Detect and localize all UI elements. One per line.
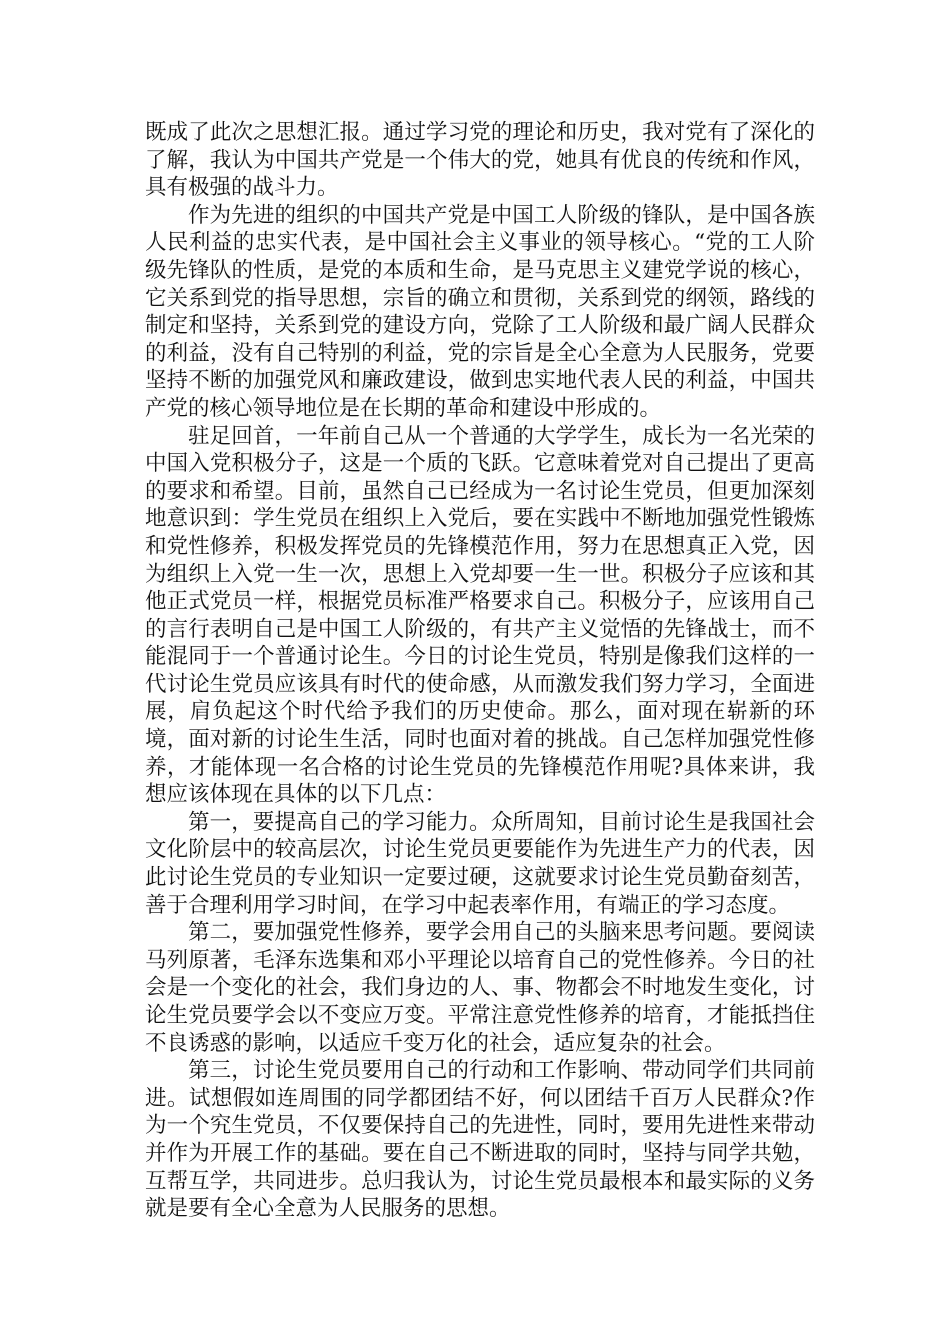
paragraph-5: 第二，要加强党性修养，要学会用自己的头脑来思考问题。要阅读马列原著，毛泽东选集和邓小平理论以培育自己的党性修养。今日的社会是一个变化的社会，我们身边的人、事、物都会不时地发生变化，讨论生党员要学会以不变应万变。平常注意党性修养的培育，才能抵挡住不良诱惑的影响，以适应千变万化的社会，适应复杂的社会。	[145, 920, 815, 1056]
document-body	[145, 119, 815, 1223]
paragraph-3: 驻足回首，一年前自己从一个普通的大学学生，成长为一名光荣的中国入党积极分子，这是一个质的飞跃。它意味着党对自己提出了更高的要求和希望。目前，虽然自己已经成为一名讨论生党员，但更加深刻地意识到：学生党员在组织上入党后，要在实践中不断地加强党性锻炼和党性修养，积极发挥党员的先锋模范作用，努力在思想真正入党，因为组织上入党一生一次，思想上入党却要一生一世。积极分子应该和其他正式党员一样，根据党员标准严格要求自己。积极分子，应该用自己的言行表明自己是中国工人阶级的，有共产主义觉悟的先锋战士，而不能混同于一个普通讨论生。今日的讨论生党员，特别是像我们这样的一代讨论生党员应该具有时代的使命感，从而激发我们努力学习，全面进展，肩负起这个时代给予我们的历史使命。那么，面对现在崭新的环境，面对新的讨论生生活，同时也面对着的挑战。自己怎样加强党性修养，才能体现一名合格的讨论生党员的先锋模范作用呢?具体来讲，我想应该体现在具体的以下几点：	[145, 423, 815, 808]
paragraph-1: 既成了此次之思想汇报。通过学习党的理论和历史，我对党有了深化的了解，我认为中国共产党是一个伟大的党，她具有优良的传统和作风，具有极强的战斗力。	[145, 120, 815, 201]
paragraph-6: 第三，讨论生党员要用自己的行动和工作影响、带动同学们共同前进。试想假如连周围的同学都团结不好，何以团结千百万人民群众?作为一个究生党员，不仅要保持自己的先进性，同时，要用先进性来带动并作为开展工作的基础。要在自己不断进取的同时，坚持与同学共勉，互帮互学，共同进步。总归我认为，讨论生党员最根本和最实际的义务就是要有全心全意为人民服务的思想。	[145, 1058, 815, 1222]
paragraph-4: 第一，要提高自己的学习能力。众所周知，目前讨论生是我国社会文化阶层中的较高层次，讨论生党员更要能作为先进生产力的代表，因此讨论生党员的专业知识一定要过硬，这就要求讨论生党员勤奋刻苦，善于合理利用学习时间，在学习中起表率作用，有端正的学习态度。	[145, 809, 815, 918]
paragraph-2: 作为先进的组织的中国共产党是中国工人阶级的锋队，是中国各族人民利益的忠实代表，是中国社会主义事业的领导核心。“党的工人阶级先锋队的性质，是党的本质和生命，是马克思主义建党学说的核心，它关系到党的指导思想，宗旨的确立和贯彻，关系到党的纲领，路线的制定和坚持，关系到党的建设方向，党除了工人阶级和最广阔人民群众的利益，没有自己特别的利益，党的宗旨是全心全意为人民服务，党要坚持不断的加强党风和廉政建设，做到忠实地代表人民的利益，中国共产党的核心领导地位是在长期的革命和建设中形成的。	[145, 202, 815, 421]
